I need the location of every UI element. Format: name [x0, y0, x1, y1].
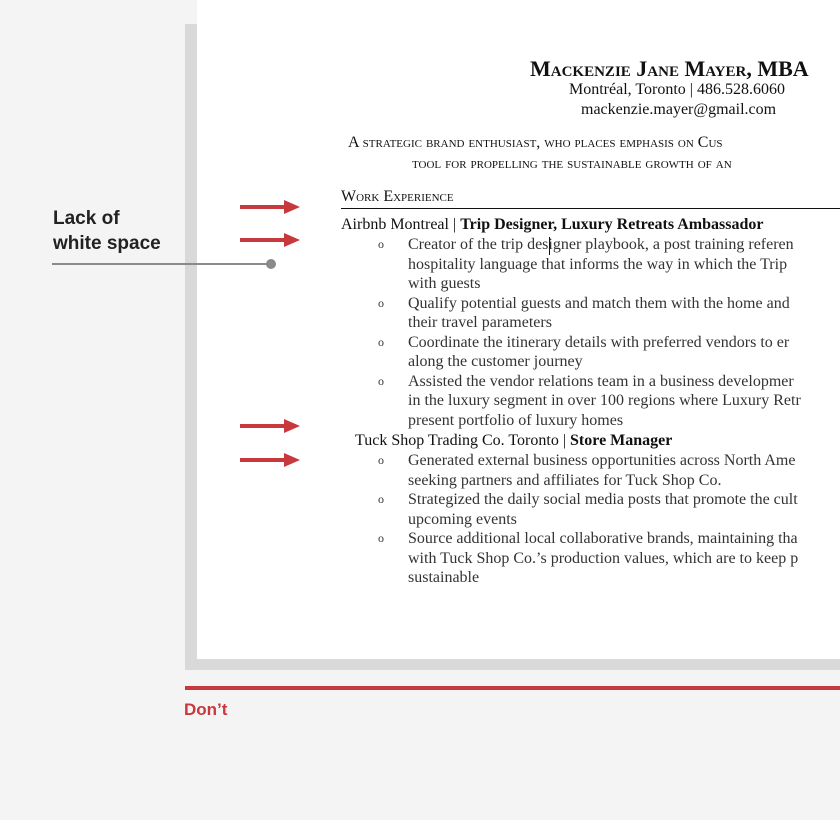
job-heading	[355, 432, 672, 450]
resume-email: mackenzie.mayer@gmail.com	[581, 101, 777, 118]
bullet-marker: o	[378, 237, 384, 251]
list-item: o Creator of the trip designer playbook, a post training referen hospitality language that informs the way in which the Trip with guests	[378, 236, 794, 292]
dont-divider	[185, 686, 840, 690]
bullet-marker: o	[378, 453, 384, 467]
bullet-marker: o	[378, 531, 384, 545]
summary-line-1: A strategic brand enthusiast, who places emphasis on Cus	[348, 134, 723, 151]
job-title: Trip Designer, Luxury Retreats Ambassador	[460, 216, 764, 233]
annotation-dot	[266, 259, 276, 269]
annotation-leader-line	[52, 263, 270, 265]
job-company: Airbnb Montreal	[341, 216, 449, 233]
job-separator: |	[452, 216, 457, 233]
job-title: Store Manager	[570, 432, 673, 449]
arrow-right-icon	[240, 453, 300, 467]
list-item: o Qualify potential guests and match them with the home and their travel parameters	[378, 294, 790, 331]
bullet-marker: o	[378, 373, 384, 388]
job-bullets	[378, 235, 840, 430]
annotation-label	[53, 206, 161, 256]
resume-contact: Montréal, Toronto | 486.528.6060	[569, 81, 785, 98]
dont-label: Don’t	[184, 700, 228, 719]
section-title: Work Experience	[341, 188, 454, 205]
job-company: Tuck Shop Trading Co. Toronto	[355, 432, 559, 449]
section-divider	[341, 208, 840, 209]
arrow-right-icon	[240, 200, 300, 214]
list-item: o Generated external business opportunities across North Ame seeking partners and affiliates for Tuck Shop Co.	[378, 452, 796, 489]
list-item: o Coordinate the itinerary details with preferred vendors to er along the customer journey	[378, 333, 790, 370]
resume-name: Mackenzie Jane Mayer, MBA	[530, 56, 809, 81]
arrow-right-icon	[240, 233, 300, 247]
list-item: o Source additional local collaborative brands, maintaining tha with Tuck Shop Co.’s production values, which are to keep p sustainable	[378, 530, 799, 586]
job-bullets	[378, 451, 840, 588]
list-item: o Assisted the vendor relations team in a business developmer in the luxury segment in over 100 regions where Luxury Retr present portfolio of luxury homes	[378, 372, 801, 429]
arrow-right-icon	[240, 419, 300, 433]
annotation-line-2: white space	[53, 233, 161, 254]
summary-line-2: tool for propelling the sustainable growth of an	[412, 155, 732, 172]
list-item: o Strategized the daily social media posts that promote the cult upcoming events	[378, 491, 798, 528]
annotation-line-1: Lack of	[53, 208, 120, 229]
job-separator: |	[562, 432, 567, 449]
bullet-marker: o	[378, 492, 384, 506]
bullet-marker: o	[378, 295, 384, 310]
job-heading	[341, 216, 763, 234]
bullet-marker: o	[378, 334, 384, 349]
